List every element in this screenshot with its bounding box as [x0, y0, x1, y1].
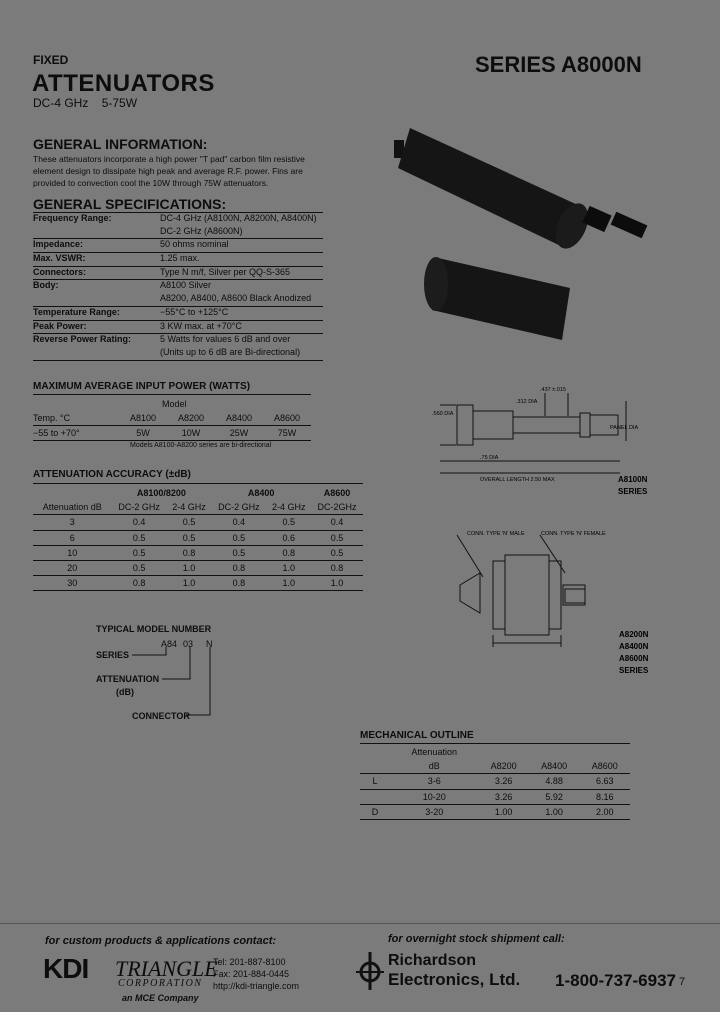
accuracy-header-cell: DC-2 GHz: [211, 500, 266, 515]
accuracy-row: [33, 530, 363, 545]
footer-right-caption: for overnight stock shipment call:: [388, 933, 565, 945]
mechanical-rule: [360, 743, 630, 744]
small-attenuator-image: [424, 257, 570, 340]
spec-label: [33, 347, 160, 360]
conn-female-label: CONN. TYPE 'N' FEMALE: [541, 531, 606, 537]
max-power-cell: −55 to +70°: [33, 426, 119, 441]
accuracy-group: A8400: [247, 488, 275, 499]
accuracy-row: [33, 560, 363, 575]
model-number-heading: TYPICAL MODEL NUMBER: [96, 624, 212, 634]
mechanical-cell: 1.00: [529, 804, 580, 819]
max-power-header-cell: A8200: [167, 411, 215, 426]
accuracy-row: [33, 576, 363, 591]
model-label: Model: [162, 399, 187, 409]
spec-label: Temperature Range:: [33, 306, 160, 320]
richardson-line1: Richardson: [388, 952, 477, 969]
max-power-table: [33, 411, 311, 441]
accuracy-cell: 0.8: [266, 545, 311, 560]
dim-d: PANEL DIA: [610, 425, 639, 431]
spec-value: 50 ohms nominal: [160, 239, 323, 253]
dim-c: .312 DIA: [516, 399, 538, 405]
mechanical-header-cell: A8400: [529, 759, 580, 774]
spec-row: [33, 320, 323, 334]
spec-row: [33, 306, 323, 320]
mechanical-header-cell: A8200: [478, 759, 529, 774]
mechanical-cell: 3.26: [478, 774, 529, 789]
accuracy-group: A8100/8200: [136, 488, 186, 499]
accuracy-cell: 0.8: [167, 545, 212, 560]
spec-label: [33, 293, 160, 306]
mechanical-header-row-2: [360, 759, 630, 774]
kdi-contact: [213, 956, 299, 992]
footer-left-caption: for custom products & applications contact:: [45, 935, 277, 947]
accuracy-row: [33, 515, 363, 530]
dim-len: OVERALL LENGTH 2.50 MAX: [480, 477, 555, 483]
mechanical-cell: 1.00: [478, 804, 529, 819]
dim-b: .75 DIA: [480, 455, 499, 461]
accuracy-cell: 6: [33, 530, 112, 545]
accuracy-cell: 0.8: [112, 576, 167, 591]
spec-label: Connectors:: [33, 266, 160, 280]
header-subtitle: [33, 96, 137, 110]
kdi-logo: [43, 953, 88, 985]
power-label: 5-75W: [101, 96, 138, 110]
accuracy-cell: 0.4: [311, 515, 363, 530]
corporation-wordmark: CORPORATION: [118, 978, 203, 989]
accuracy-cell: 0.5: [311, 530, 363, 545]
spec-label: Peak Power:: [33, 320, 160, 334]
mechanical-cell: 3.26: [478, 789, 529, 804]
spec-row: [33, 213, 323, 226]
accuracy-header-cell: 2-4 GHz: [167, 500, 212, 515]
dim-d-a: .560 DIA: [432, 411, 454, 417]
mechanical-row: [360, 804, 630, 819]
model-atten-unit: (dB): [116, 687, 134, 697]
spec-value: Type N m/f, Silver per QQ-S-365: [160, 266, 323, 280]
label-a8400: A8400N: [619, 642, 649, 651]
mechanical-cell: 10-20: [390, 789, 478, 804]
mechanical-cell: L: [360, 774, 390, 789]
max-power-cell: 25W: [215, 426, 263, 441]
product-photo: [390, 118, 660, 348]
spec-label: Reverse Power Rating:: [33, 334, 132, 345]
label-a8100: A8100N: [618, 475, 648, 484]
accuracy-table: [33, 486, 363, 591]
specs-heading: GENERAL SPECIFICATIONS:: [33, 196, 227, 212]
mechanical-header-cell: A8600: [579, 759, 630, 774]
mechanical-cell: [360, 789, 390, 804]
max-power-row: [33, 426, 311, 441]
model-code-atten: 03: [183, 639, 194, 649]
accuracy-cell: 10: [33, 545, 112, 560]
accuracy-row: [33, 545, 363, 560]
accuracy-cell: 0.5: [167, 515, 212, 530]
spec-value: −55°C to +125°C: [160, 306, 323, 320]
richardson-line2: Electronics, Ltd.: [388, 970, 521, 989]
accuracy-cell: 1.0: [167, 576, 212, 591]
label-a8600: A8600N: [619, 654, 649, 663]
model-conn-label: CONNECTOR: [132, 711, 190, 721]
spec-value: A8200, A8400, A8600 Black Anodized: [160, 293, 323, 306]
spec-value: 1.25 max.: [160, 253, 323, 267]
accuracy-cell: 0.5: [266, 515, 311, 530]
spec-label: Impedance:: [33, 239, 160, 253]
kdi-web: http://kdi-triangle.com: [213, 981, 300, 991]
richardson-phone: 1-800-737-6937: [555, 971, 676, 990]
max-power-cell: 5W: [119, 426, 167, 441]
spec-value: (Units up to 6 dB are Bi-directional): [160, 347, 323, 360]
page-number: 7: [679, 976, 686, 988]
max-power-header-row: [33, 411, 311, 426]
model-code-conn: N: [206, 639, 213, 649]
accuracy-cell: 0.5: [112, 530, 167, 545]
spec-row: [33, 293, 323, 306]
max-power-cell: 10W: [167, 426, 215, 441]
spec-value: DC-4 GHz (A8100N, A8200N, A8400N): [160, 213, 317, 223]
richardson-logo-icon: [352, 950, 386, 992]
max-power-header-cell: Temp. °C: [33, 411, 119, 426]
label-a8200: A8200N: [619, 630, 649, 639]
footer-rule: [0, 923, 720, 924]
max-power-note: Models A8100-A8200 series are bi-directional: [130, 442, 272, 449]
mechanical-table: [360, 745, 630, 820]
max-power-header-cell: A8100: [119, 411, 167, 426]
accuracy-header-cell: DC-2GHz: [311, 500, 363, 515]
kdi-tel: Tel: 201-887-8100: [213, 957, 286, 967]
model-series-label: SERIES: [96, 650, 130, 660]
mechanical-row: [360, 789, 630, 804]
mechanical-cell: 6.63: [579, 774, 630, 789]
dim-a: .437 ±.015: [540, 387, 566, 393]
spec-label: Max. VSWR:: [33, 253, 160, 267]
a8200-outline-drawing: [445, 525, 665, 675]
accuracy-heading: ATTENUATION ACCURACY (±dB): [33, 469, 191, 480]
spec-row: [33, 334, 323, 347]
mechanical-cell: 8.16: [579, 789, 630, 804]
max-power-header-cell: A8600: [263, 411, 311, 426]
mechanical-cell: 5.92: [529, 789, 580, 804]
accuracy-header-cell: DC-2 GHz: [112, 500, 167, 515]
accuracy-cell: 0.5: [311, 545, 363, 560]
model-atten-label: ATTENUATION: [96, 674, 160, 684]
spec-row: [33, 226, 323, 239]
conn-male-label: CONN. TYPE 'N' MALE: [467, 531, 525, 537]
accuracy-cell: 0.5: [211, 530, 266, 545]
mce-label: an MCE Company: [122, 993, 199, 1003]
spec-row: [33, 347, 323, 360]
spec-row: [33, 266, 323, 280]
accuracy-cell: 1.0: [266, 576, 311, 591]
series-title: SERIES A8000N: [475, 52, 642, 77]
accuracy-group: A8600: [323, 488, 351, 499]
spec-row: [33, 280, 323, 293]
accuracy-cell: 0.5: [167, 530, 212, 545]
max-power-rule: [33, 394, 311, 395]
mechanical-cell: 4.88: [529, 774, 580, 789]
label-series2: SERIES: [619, 666, 649, 675]
accuracy-group-row: [33, 486, 363, 500]
accuracy-cell: 1.0: [266, 560, 311, 575]
model-code-series: A84: [161, 639, 178, 649]
accuracy-cell: 1.0: [311, 576, 363, 591]
spec-label: [33, 226, 160, 239]
mechanical-cell: D: [360, 804, 390, 819]
accuracy-header-row: [33, 500, 363, 515]
accuracy-cell: 0.5: [112, 545, 167, 560]
spec-label: Frequency Range:: [33, 213, 112, 223]
page-title: ATTENUATORS: [32, 70, 215, 97]
max-power-cell: 75W: [263, 426, 311, 441]
accuracy-header-cell: 2-4 GHz: [266, 500, 311, 515]
accuracy-cell: 0.8: [311, 560, 363, 575]
mechanical-header-cell: Attenuation: [411, 747, 457, 758]
max-power-header-cell: A8400: [215, 411, 263, 426]
accuracy-rule: [33, 483, 363, 484]
label-series1: SERIES: [618, 487, 648, 496]
general-info-heading: GENERAL INFORMATION:: [33, 136, 208, 152]
accuracy-header-cell: Attenuation dB: [33, 500, 112, 515]
kdi-fax: Fax: 201-884-0445: [213, 969, 290, 979]
spec-label: Body:: [33, 280, 59, 291]
spec-value: A8100 Silver: [160, 280, 212, 291]
accuracy-cell: 20: [33, 560, 112, 575]
a8100-outline-drawing: [420, 383, 660, 498]
spec-value: DC-2 GHz (A8600N): [160, 226, 323, 239]
model-number-leaders: [130, 645, 220, 720]
spec-value: 5 Watts for values 6 dB and over: [160, 334, 291, 345]
mechanical-row: [360, 774, 630, 789]
band-label: DC-4 GHz: [33, 96, 89, 110]
kdi-wordmark: KDI: [43, 953, 89, 984]
accuracy-cell: 0.6: [266, 530, 311, 545]
mechanical-heading: MECHANICAL OUTLINE: [360, 730, 474, 741]
large-attenuator-image: [394, 128, 647, 254]
accuracy-cell: 30: [33, 576, 112, 591]
spec-row: [33, 253, 323, 267]
accuracy-cell: 0.5: [112, 560, 167, 575]
accuracy-cell: 0.8: [211, 560, 266, 575]
accuracy-cell: 0.8: [211, 576, 266, 591]
mechanical-cell: 3-6: [390, 774, 478, 789]
mechanical-header-row-1: [360, 745, 630, 759]
accuracy-cell: 1.0: [167, 560, 212, 575]
mechanical-cell: 3-20: [390, 804, 478, 819]
mechanical-cell: 2.00: [579, 804, 630, 819]
general-info-body: These attenuators incorporate a high power "T pad" carbon film resistive element design to dissipate high peak and average R.F. power. Fins are provided to convection cool the 10W through 75W attenuators.: [33, 154, 305, 188]
accuracy-cell: 0.4: [211, 515, 266, 530]
triangle-wordmark: TRIANGLE: [115, 956, 218, 981]
accuracy-cell: 0.4: [112, 515, 167, 530]
spec-value: 3 KW max. at +70°C: [160, 320, 323, 334]
spec-row: [33, 239, 323, 253]
max-power-heading: MAXIMUM AVERAGE INPUT POWER (WATTS): [33, 381, 251, 392]
mechanical-header-cell: dB: [390, 759, 478, 774]
accuracy-cell: 3: [33, 515, 112, 530]
specs-table: [33, 213, 323, 361]
accuracy-cell: 0.5: [211, 545, 266, 560]
fixed-label: FIXED: [33, 53, 69, 67]
